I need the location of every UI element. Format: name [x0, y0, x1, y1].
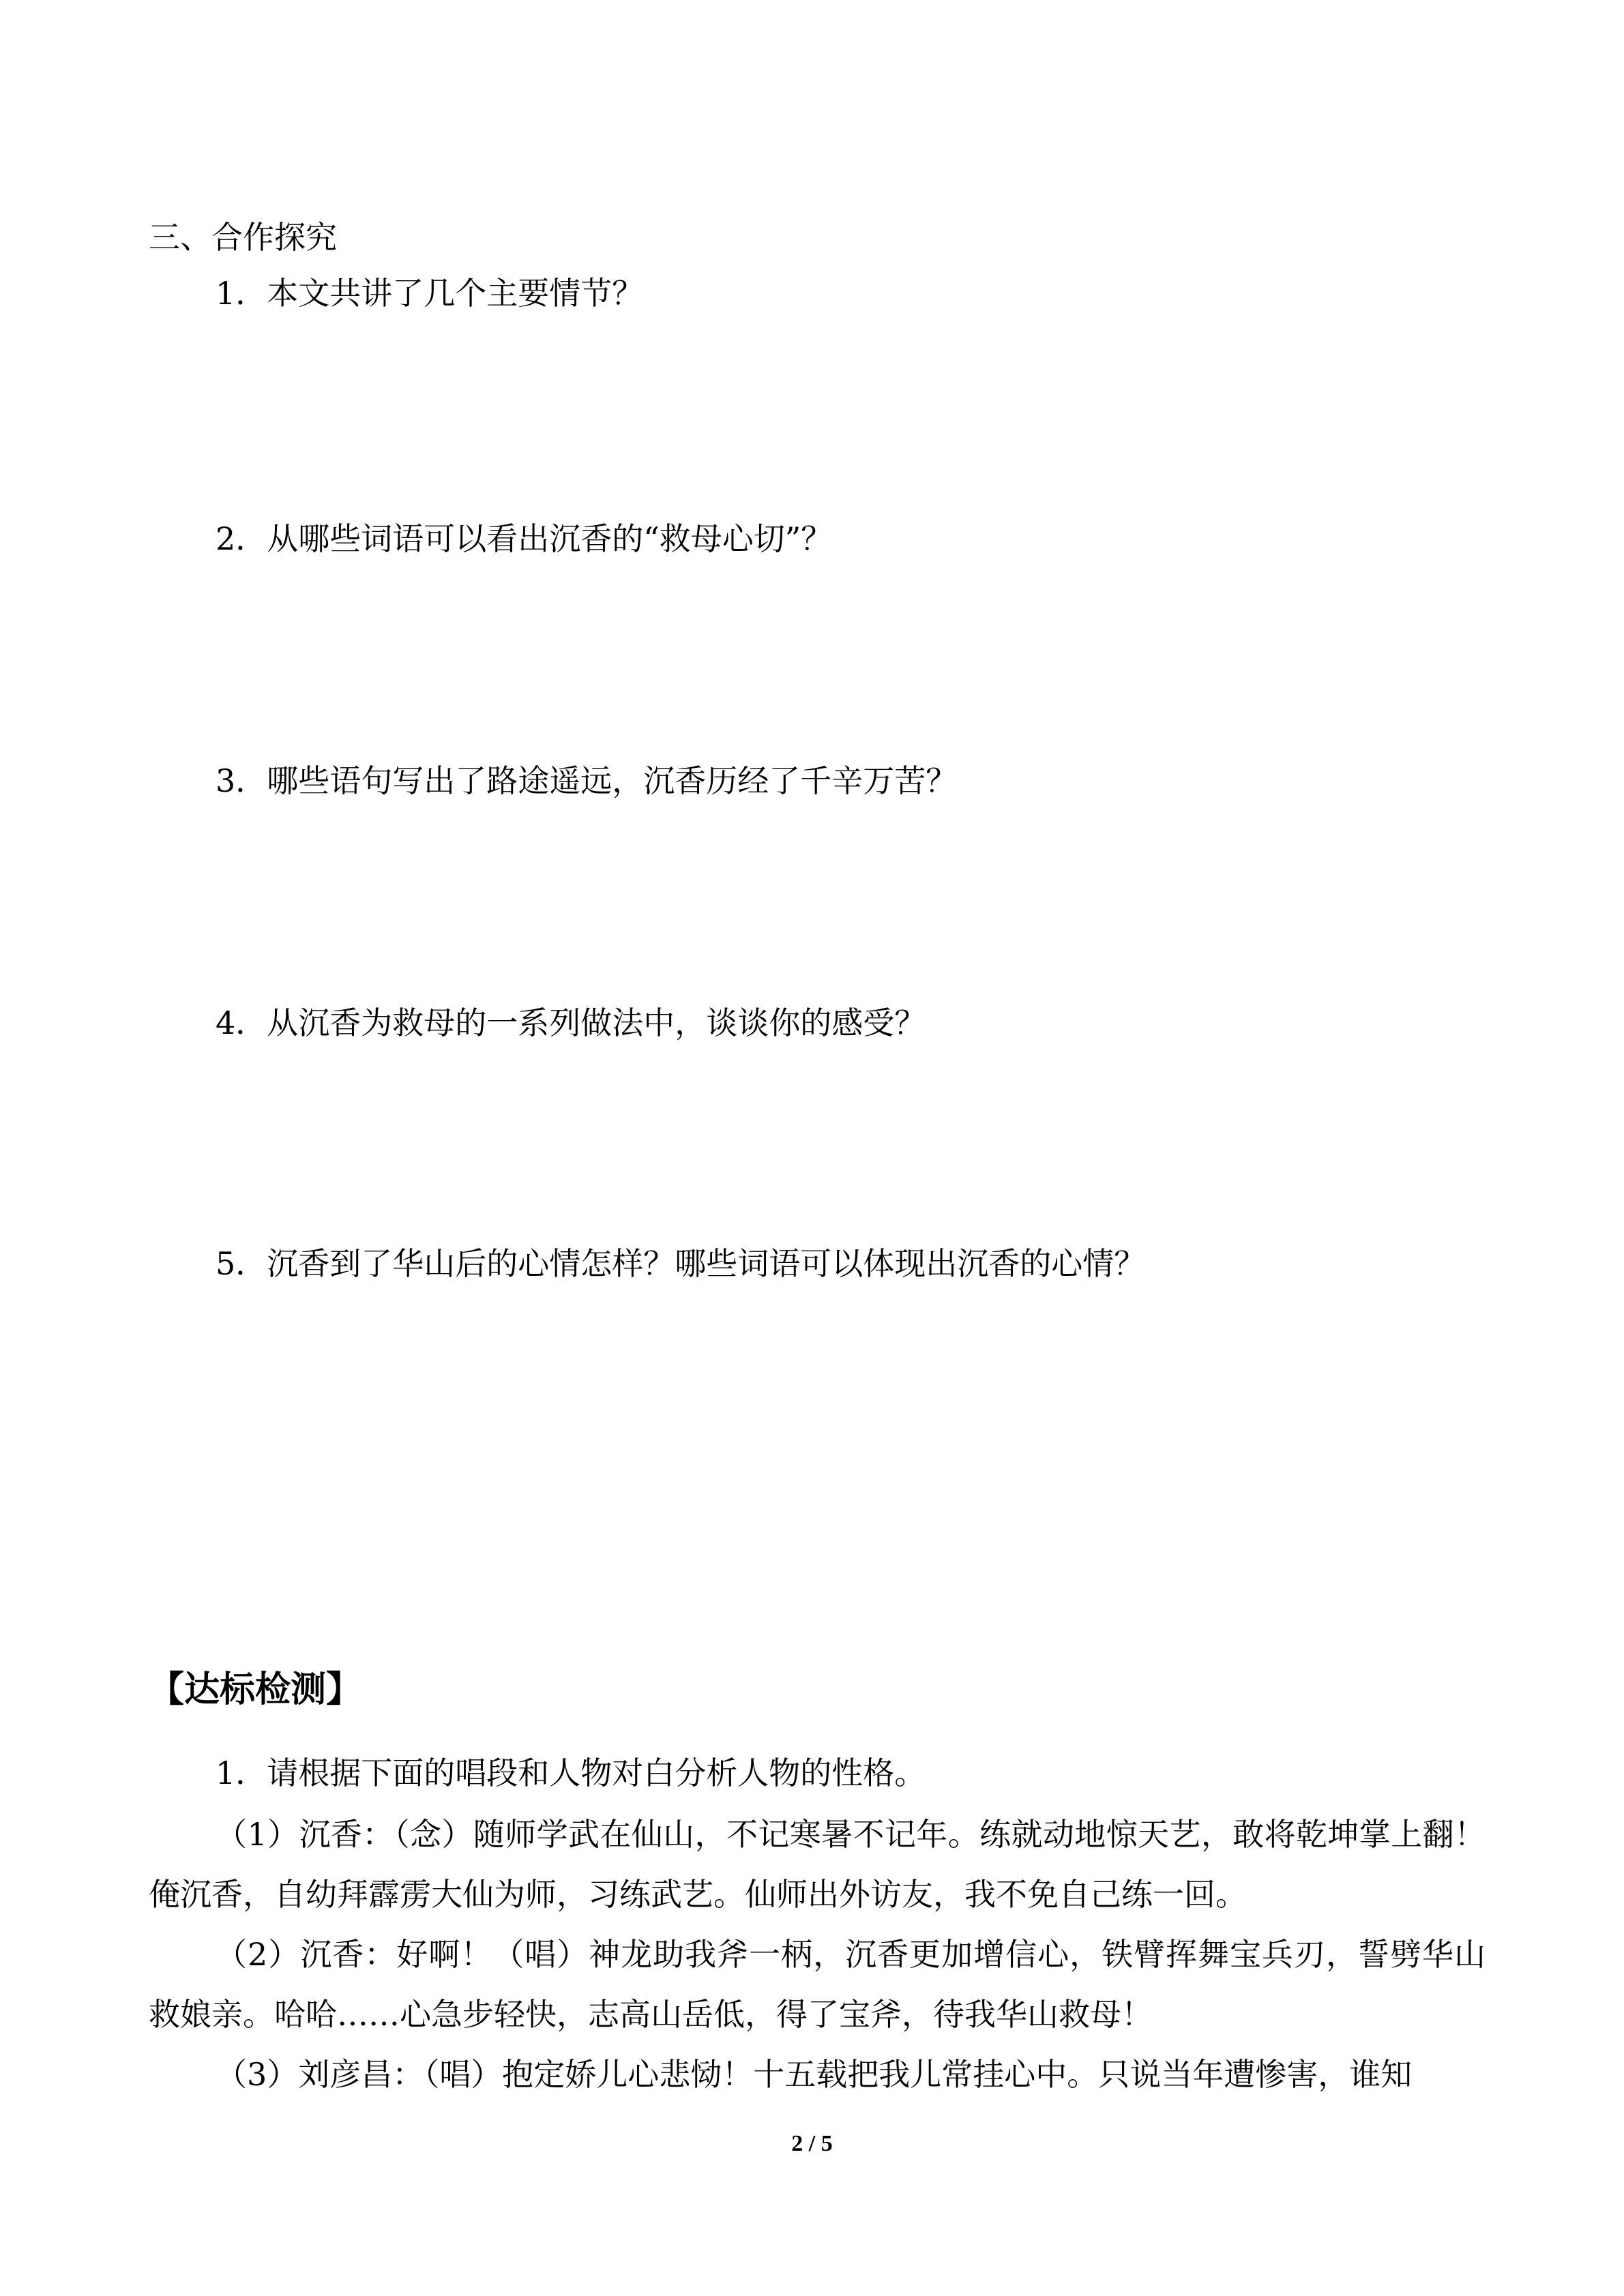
test-task: 1．请根据下面的唱段和人物对白分析人物的性格。	[216, 1755, 926, 1791]
section-heading-test: 【达标检测】	[149, 1669, 362, 1710]
question-5: 5．沉香到了华山后的心情怎样？哪些词语可以体现出沉香的心情？	[216, 1245, 1146, 1282]
passage-3: （3）刘彦昌：（唱）抱定娇儿心悲恸！十五载把我儿常挂心中。只说当年遭惨害，谁知	[216, 2056, 1413, 2093]
page-number: 2 / 5	[791, 2131, 833, 2156]
passage-1: （1）沉香：（念）随师学武在仙山，不记寒暑不记年。练就动地惊天艺，敢将乾坤掌上翻！俺沉香，自幼拜霹雳大仙为师，习练武艺。仙师出外访友，我不免自己练一回。	[149, 1816, 1486, 1913]
question-3: 3．哪些语句写出了路途遥远，沉香历经了千辛万苦？	[216, 762, 958, 799]
question-1: 1．本文共讲了几个主要情节？	[216, 275, 644, 312]
question-4: 4．从沉香为救母的一系列做法中，谈谈你的感受？	[216, 1004, 926, 1041]
passage-2: （2）沉香：好啊！（唱）神龙助我斧一柄，沉香更加增信心，铁臂挥舞宝兵刃，誓劈华山救娘亲。哈哈……心急步轻快，志高山岳低，得了宝斧，待我华山救母！	[149, 1936, 1486, 2033]
section-heading-cooperative: 三、合作探究	[149, 219, 337, 256]
question-2: 2．从哪些词语可以看出沉香的“救母心切”？	[216, 520, 833, 557]
